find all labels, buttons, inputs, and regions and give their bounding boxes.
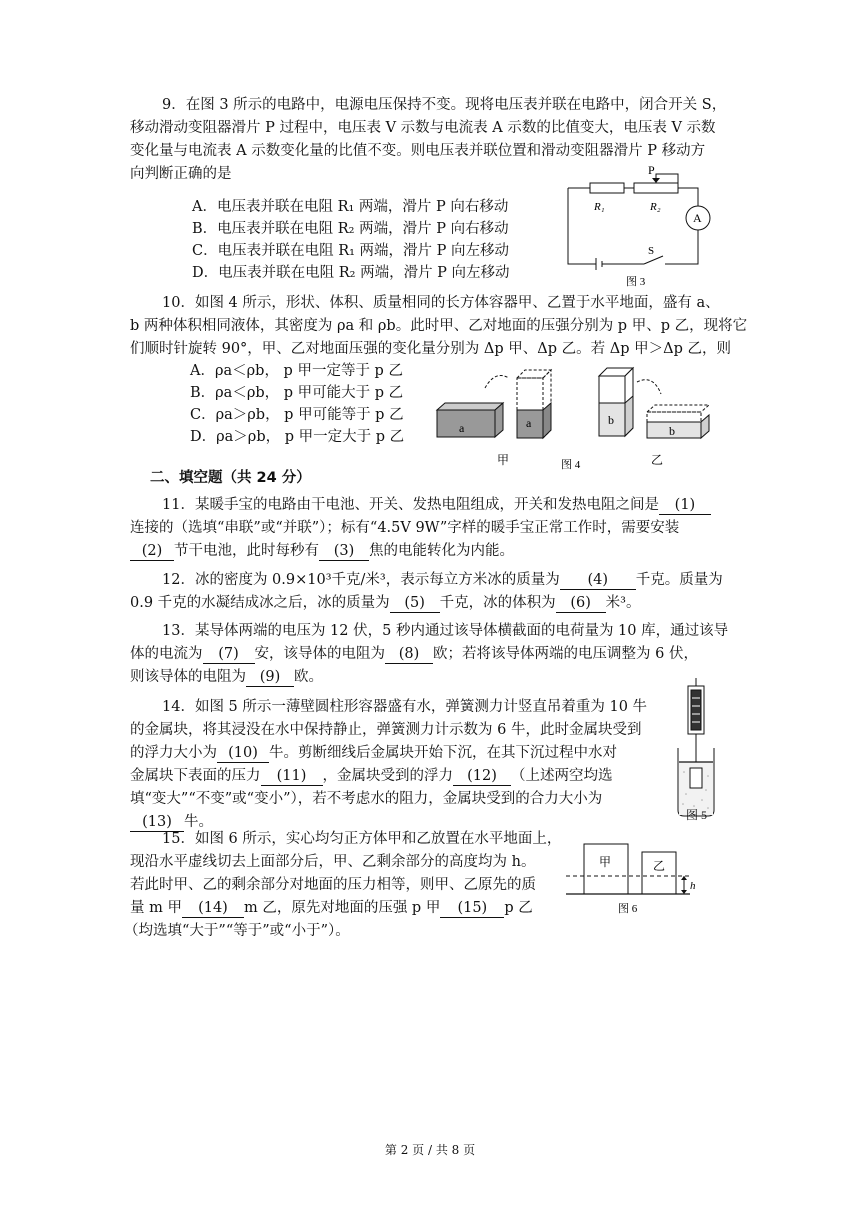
q11-text-3b: 焦的电能转化为内能。 [369,543,514,559]
figure-5-spring-scale [672,676,732,826]
q13-text-3a: 则该导体的电阻为 [130,669,246,685]
q13-line-1: 13．某导体两端的电压为 12 伏，5 秒内通过该导体横截面的电荷量为 10 库，通过该导 [162,623,729,639]
q13-text-3b: 欧。 [294,669,323,685]
q9-option-b: B．电压表并联在电阻 R₂ 两端，滑片 P 向右移动 [192,221,509,237]
q12-text-2b: 千克，冰的体积为 [439,595,556,611]
q10-option-a: A．ρa＜ρb， p 甲一定等于 p 乙 [190,363,403,379]
switch-s-label: S [648,245,655,257]
q14-text-4c: （上述两空均选 [511,768,613,784]
q12-text-2c: 米³。 [605,595,641,611]
blank-14: (14) [182,900,244,918]
q15-text-4b: m 乙，原先对地面的压强 p 甲 [243,900,441,916]
q14-line-5: 填“变大”“不变”或“变小”），若不考虑水的阻力，金属块受到的合力大小为 [130,791,603,807]
figure-6-caption: 图 6 [618,903,638,915]
q10-line-1: 10．如图 4 所示，形状、体积、质量相同的长方体容器甲、乙置于水平地面，盛有 a、 [162,295,720,311]
q14-text-4b: ，金属块受到的浮力 [322,768,453,784]
blank-12: (12) [453,768,511,786]
page-footer: 第 2 页 / 共 8 页 [384,1143,476,1157]
q13-line-3 [130,667,323,687]
q9-line-2: 移动滑动变阻器滑片 P 过程中，电压表 V 示数与电流表 A 示数的比值变大，电压表 V 示数 [130,120,716,136]
q13-text-2c: 欧；若将该导体两端的电压调整为 6 伏， [433,646,698,662]
blank-7: (7) [203,646,255,664]
q9-option-c: C．电压表并联在电阻 R₁ 两端，滑片 P 向左移动 [192,243,510,259]
q14-text-3b: 牛。剪断细线后金属块开始下沉，在其下沉过程中水对 [269,745,617,761]
liquid-a-label-2: a [526,416,532,430]
figure-6-cubes [566,838,716,918]
q11-line-1 [162,495,711,515]
blank-6: (6) [556,595,606,613]
cube-yi-label: 乙 [653,859,666,873]
q9-line-3: 变化量与电流表 A 示数变化量的比值不变。则电压表并联位置和滑动变阻器滑片 P 移动方 [130,143,706,159]
q15-line-4 [130,898,533,918]
q10-line-3: 们顺时针旋转 90°，甲、乙对地面压强的变化量分别为 Δp 甲、Δp 乙。若 Δp 甲＞Δp 乙，则 [130,341,731,357]
q9-line-1: 9．在图 3 所示的电路中，电源电压保持不变。现将电压表并联在电路中，闭合开关 S， [162,97,727,113]
liquid-b-label-2: b [669,424,675,438]
q15-text-4a: 量 m 甲 [130,900,182,916]
q14-line-4 [130,766,613,786]
q11-line-2: 连接的（选填“串联”或“并联”）；标有“4.5V 9W”字样的暖手宝正常工作时，需要安装 [130,520,680,536]
figure-4-caption: 图 4 [561,459,581,471]
q10-option-d: D．ρa＞ρb， p 甲一定大于 p 乙 [190,429,405,445]
cube-jia-label: 甲 [599,855,612,869]
q14-text-3a: 的浮力大小为 [130,745,217,761]
blank-9: (9) [246,669,294,687]
q12-line-1 [162,570,723,590]
container-jia-label: 甲 [497,453,510,467]
figure-3-caption: 图 3 [626,276,646,288]
r1-label: R₁ [594,201,605,213]
q15-line-3: 若此时甲、乙的剩余部分对地面的压力相等，则甲、乙原先的质 [130,877,536,893]
blank-11: (11) [261,768,323,786]
figure-3-circuit [560,164,720,289]
q15-line-1: 15．如图 6 所示，实心均匀正方体甲和乙放置在水平地面上， [162,831,562,847]
q14-line-1: 14．如图 5 所示一薄壁圆柱形容器盛有水，弹簧测力计竖直吊着重为 10 牛 [162,699,648,715]
q10-option-c: C．ρa＞ρb， p 甲可能等于 p 乙 [190,407,404,423]
q15-line-5: （均选填“大于”“等于”或“小于”）。 [124,923,350,939]
r2-label: R₂ [650,201,661,213]
liquid-b-label-1: b [608,413,614,427]
q12-line-2 [130,593,641,613]
q10-line-2: b 两种体积相同液体，其密度为 ρa 和 ρb。此时甲、乙对地面的压强分别为 p 甲、p 乙，现将它 [130,318,748,334]
q14-line-2: 的金属块，将其浸没在水中保持静止，弹簧测力计示数为 6 牛，此时金属块受到 [130,722,642,738]
blank-13: (13) [130,814,184,832]
liquid-a-label-1: a [459,421,465,435]
q9-option-a: A．电压表并联在电阻 R₁ 两端，滑片 P 向右移动 [192,199,509,215]
q12-text-1a: 12．冰的密度为 0.9×10³千克/米³，表示每立方米冰的质量为 [162,572,560,588]
q9-line-4: 向判断正确的是 [130,166,232,182]
container-yi-label: 乙 [651,453,664,467]
q13-text-2a: 体的电流为 [130,646,203,662]
height-h-label: h [690,880,696,892]
q10-option-b: B．ρa＜ρb， p 甲可能大于 p 乙 [190,385,404,401]
q11-line-3 [130,541,514,561]
q13-text-2b: 安，该导体的电阻为 [254,646,385,662]
q9-option-d: D．电压表并联在电阻 R₂ 两端，滑片 P 向左移动 [192,265,510,281]
q12-text-2a: 0.9 千克的水凝结成冰之后，冰的质量为 [130,595,390,611]
q13-line-2 [130,644,698,664]
blank-15: (15) [440,900,504,918]
blank-5: (5) [390,595,440,613]
slider-p-label: P [648,164,655,177]
q15-text-4c: p 乙 [504,900,533,916]
blank-10: (10) [217,745,269,763]
ammeter-label: A [693,211,702,225]
q14-text-4a: 金属块下表面的压力 [130,768,261,784]
blank-2: (2) [130,543,174,561]
q12-text-1b: 千克。质量为 [635,572,723,588]
blank-4: (4) [560,572,636,590]
q14-text-6b: 牛。 [184,814,213,830]
q11-text-1: 11．某暖手宝的电路由干电池、开关、发热电阻组成，开关和发热电阻之间是 [162,497,659,513]
q11-text-3a: 节干电池，此时每秒有 [174,543,319,559]
section-2-heading: 二、填空题（共 24 分） [150,470,311,486]
blank-3: (3) [319,543,369,561]
q14-line-3 [130,743,617,763]
q15-line-2: 现沿水平虚线切去上面部分后，甲、乙剩余部分的高度均为 h。 [130,854,536,870]
figure-4-containers [425,360,725,472]
figure-5-caption: 图 5 [686,808,708,822]
blank-8: (8) [385,646,433,664]
blank-1: (1) [659,497,711,515]
